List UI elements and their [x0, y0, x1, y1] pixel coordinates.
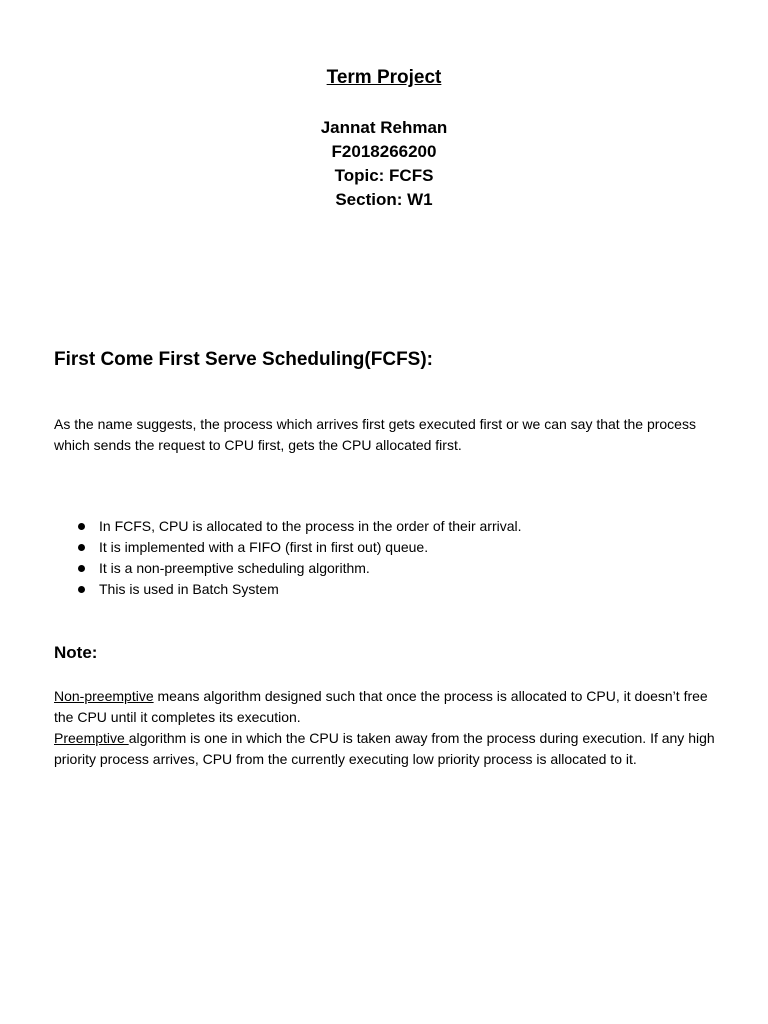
list-item-text: In FCFS, CPU is allocated to the process in the order of their arrival.	[99, 518, 522, 534]
student-id: F2018266200	[331, 142, 437, 161]
bullet-list	[54, 516, 722, 600]
note-paragraph-non-preemptive	[54, 686, 722, 728]
list-item-text: It is a non-preemptive scheduling algorithm.	[99, 560, 370, 576]
intro-paragraph: As the name suggests, the process which arrives first gets executed first or we can say that the process which sends the request to CPU first, gets the CPU allocated first.	[54, 416, 696, 453]
term-preemptive: Preemptive	[54, 730, 129, 746]
list-item	[54, 579, 722, 600]
title-block	[0, 66, 768, 212]
bullet-icon	[78, 586, 85, 593]
section-line: Section: W1	[335, 190, 433, 209]
author-name: Jannat Rehman	[320, 118, 448, 137]
document-title: Term Project	[326, 67, 442, 88]
author-info	[0, 116, 768, 212]
list-item	[54, 516, 722, 537]
note-paragraph-preemptive	[54, 728, 722, 770]
list-item-text: It is implemented with a FIFO (first in first out) queue.	[99, 539, 429, 555]
list-item	[54, 537, 722, 558]
topic-line: Topic: FCFS	[334, 166, 434, 185]
note-heading: Note:	[54, 643, 98, 662]
bullet-icon	[78, 565, 85, 572]
list-item-text: This is used in Batch System	[99, 581, 279, 597]
note-body	[54, 686, 722, 770]
list-item	[54, 558, 722, 579]
definition-non-preemptive: means algorithm designed such that once the process is allocated to CPU, it doesn’t free the CPU until it completes its execution.	[54, 688, 708, 725]
term-non-preemptive: Non-preemptive	[54, 688, 154, 704]
bullet-icon	[78, 544, 85, 551]
definition-preemptive: algorithm is one in which the CPU is taken away from the process during execution. If any high priority process arrives, CPU from the currently executing low priority process is allocated to it.	[54, 730, 715, 767]
section-heading: First Come First Serve Scheduling(FCFS):	[54, 349, 433, 370]
bullet-icon	[78, 523, 85, 530]
